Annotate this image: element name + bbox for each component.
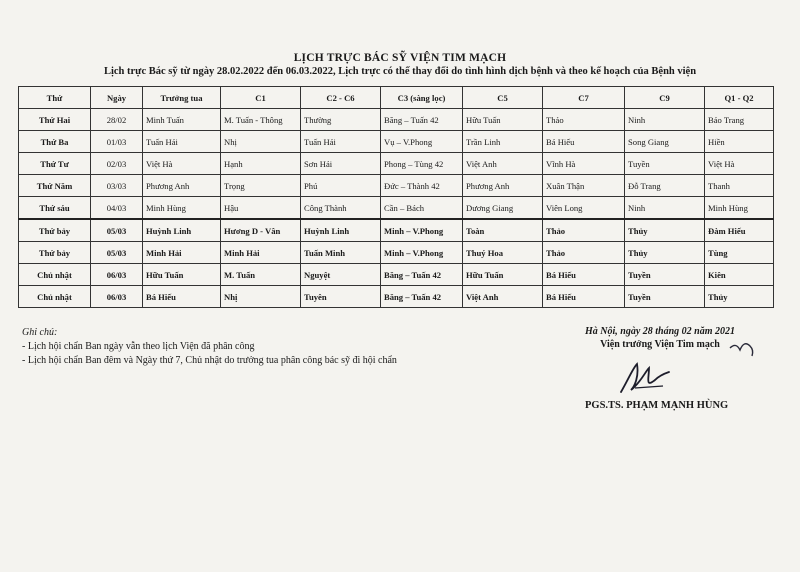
day-cell: Thứ Hai <box>19 109 91 131</box>
duty-cell: Hữu Tuấn <box>143 264 221 286</box>
duty-cell: Bá Hiếu <box>543 264 625 286</box>
duty-cell: Tuấn Hải <box>143 131 221 153</box>
duty-cell: Kiên <box>705 264 774 286</box>
duty-cell: Công Thành <box>301 197 381 220</box>
date-cell: 03/03 <box>91 175 143 197</box>
duty-cell: Ninh <box>625 109 705 131</box>
duty-cell: Song Giang <box>625 131 705 153</box>
notes-section <box>22 326 397 368</box>
duty-cell: M. Tuấn <box>221 264 301 286</box>
duty-cell: Nguyệt <box>301 264 381 286</box>
table-row <box>19 242 774 264</box>
document-title: LỊCH TRỰC BÁC SỸ VIỆN TIM MẠCH <box>293 52 507 64</box>
duty-cell: Đỗ Trang <box>625 175 705 197</box>
duty-schedule-table <box>18 86 774 308</box>
duty-cell: Nhị <box>221 131 301 153</box>
duty-cell: Việt Anh <box>463 153 543 175</box>
duty-cell: Bá Hiếu <box>543 286 625 308</box>
header-cell: C5 <box>463 87 543 109</box>
date-cell: 01/03 <box>91 131 143 153</box>
duty-cell: Toàn <box>463 219 543 242</box>
duty-cell: Thanh <box>705 175 774 197</box>
duty-cell: Bá Hiếu <box>543 131 625 153</box>
day-cell: Thứ Năm <box>19 175 91 197</box>
duty-cell: Huỳnh Linh <box>301 219 381 242</box>
date-cell: 06/03 <box>91 264 143 286</box>
table-row <box>19 286 774 308</box>
duty-cell: Băng – Tuấn 42 <box>381 109 463 131</box>
duty-cell: Minh – V.Phong <box>381 242 463 264</box>
duty-cell: Hạnh <box>221 153 301 175</box>
note-item: - Lịch hội chẩn Ban ngày vẫn theo lịch Viện đã phân công <box>22 341 255 352</box>
duty-cell: Minh Hùng <box>143 197 221 220</box>
duty-cell: Minh Hùng <box>705 197 774 220</box>
duty-cell: Băng – Tuấn 42 <box>381 286 463 308</box>
duty-cell: Hậu <box>221 197 301 220</box>
header-cell: Trưởng tua <box>143 87 221 109</box>
date-cell: 05/03 <box>91 219 143 242</box>
duty-cell: Tuấn Minh <box>301 242 381 264</box>
duty-cell: Việt Hà <box>705 153 774 175</box>
duty-cell: Đức – Thành 42 <box>381 175 463 197</box>
day-cell: Chủ nhật <box>19 264 91 286</box>
header-cell: C7 <box>543 87 625 109</box>
duty-cell: Xuân Thận <box>543 175 625 197</box>
signature-date: Hà Nội, ngày 28 tháng 02 năm 2021 <box>584 326 736 337</box>
duty-cell: Thuý Hoa <box>463 242 543 264</box>
day-cell: Thứ Tư <box>19 153 91 175</box>
header-cell: C1 <box>221 87 301 109</box>
signatory-name: PGS.TS. PHẠM MẠNH HÙNG <box>585 400 729 411</box>
duty-cell: Thảo <box>543 219 625 242</box>
header-cell: Thứ <box>19 87 91 109</box>
duty-cell: Thủy <box>625 219 705 242</box>
date-cell: 02/03 <box>91 153 143 175</box>
signature-role: Viện trưởng Viện Tim mạch <box>600 339 720 350</box>
signature-icon <box>615 358 675 398</box>
duty-cell: Thủy <box>705 286 774 308</box>
duty-cell: Tuyền <box>625 153 705 175</box>
table-header-row <box>19 87 774 109</box>
duty-cell: Minh – V.Phong <box>381 219 463 242</box>
duty-cell: Minh Hải <box>221 242 301 264</box>
duty-cell: Tuấn Hải <box>301 131 381 153</box>
table-row <box>19 109 774 131</box>
duty-cell: Ninh <box>625 197 705 220</box>
date-cell: 04/03 <box>91 197 143 220</box>
duty-cell: Phương Anh <box>143 175 221 197</box>
table-row <box>19 153 774 175</box>
duty-cell: Bảo Trang <box>705 109 774 131</box>
duty-cell: Thảo <box>543 109 625 131</box>
handwritten-mark-icon <box>728 336 758 360</box>
duty-cell: Vĩnh Hà <box>543 153 625 175</box>
header-cell: C9 <box>625 87 705 109</box>
duty-cell: Hiền <box>705 131 774 153</box>
duty-cell: M. Tuấn - Thông <box>221 109 301 131</box>
header-cell: C2 - C6 <box>301 87 381 109</box>
table-row <box>19 131 774 153</box>
duty-cell: Minh Hải <box>143 242 221 264</box>
duty-cell: Thủy <box>625 242 705 264</box>
date-cell: 05/03 <box>91 242 143 264</box>
duty-cell: Hương D - Vân <box>221 219 301 242</box>
duty-cell: Phú <box>301 175 381 197</box>
table-row <box>19 197 774 220</box>
table-row <box>19 219 774 242</box>
header-cell: Ngày <box>91 87 143 109</box>
table-body <box>19 109 774 308</box>
header-cell: C3 (sàng lọc) <box>381 87 463 109</box>
note-item: - Lịch hội chẩn Ban đêm và Ngày thứ 7, Chủ nhật do trưởng tua phân công bác sỹ đi hội chẩn <box>22 355 397 366</box>
table-row <box>19 264 774 286</box>
duty-cell: Bá Hiếu <box>143 286 221 308</box>
duty-cell: Thường <box>301 109 381 131</box>
duty-cell: Tuyền <box>625 264 705 286</box>
duty-cell: Phong – Tùng 42 <box>381 153 463 175</box>
duty-cell: Hữu Tuấn <box>463 264 543 286</box>
duty-cell: Băng – Tuấn 42 <box>381 264 463 286</box>
document-subtitle: Lịch trực Bác sỹ từ ngày 28.02.2022 đến 06.03.2022, Lịch trực có thể thay đổi do tình hình dịch bệnh và theo kế hoạch của Bệnh viện <box>103 66 697 77</box>
day-cell: Chủ nhật <box>19 286 91 308</box>
duty-cell: Vụ – V.Phong <box>381 131 463 153</box>
duty-cell: Tùng <box>705 242 774 264</box>
duty-cell: Dương Giang <box>463 197 543 220</box>
table-row <box>19 175 774 197</box>
date-cell: 28/02 <box>91 109 143 131</box>
duty-cell: Việt Hà <box>143 153 221 175</box>
duty-cell: Huỳnh Linh <box>143 219 221 242</box>
notes-title: Ghi chú: <box>22 327 58 338</box>
day-cell: Thứ sáu <box>19 197 91 220</box>
duty-cell: Minh Tuấn <box>143 109 221 131</box>
day-cell: Thứ bảy <box>19 219 91 242</box>
duty-cell: Trọng <box>221 175 301 197</box>
duty-cell: Viên Long <box>543 197 625 220</box>
duty-cell: Cần – Bách <box>381 197 463 220</box>
duty-cell: Phương Anh <box>463 175 543 197</box>
duty-cell: Sơn Hải <box>301 153 381 175</box>
duty-cell: Tuyên <box>301 286 381 308</box>
duty-cell: Thảo <box>543 242 625 264</box>
duty-cell: Trần Linh <box>463 131 543 153</box>
day-cell: Thứ Ba <box>19 131 91 153</box>
duty-cell: Đàm Hiếu <box>705 219 774 242</box>
day-cell: Thứ bảy <box>19 242 91 264</box>
duty-cell: Tuyền <box>625 286 705 308</box>
duty-cell: Nhị <box>221 286 301 308</box>
duty-cell: Việt Anh <box>463 286 543 308</box>
duty-cell: Hữu Tuấn <box>463 109 543 131</box>
date-cell: 06/03 <box>91 286 143 308</box>
header-cell: Q1 - Q2 <box>705 87 774 109</box>
